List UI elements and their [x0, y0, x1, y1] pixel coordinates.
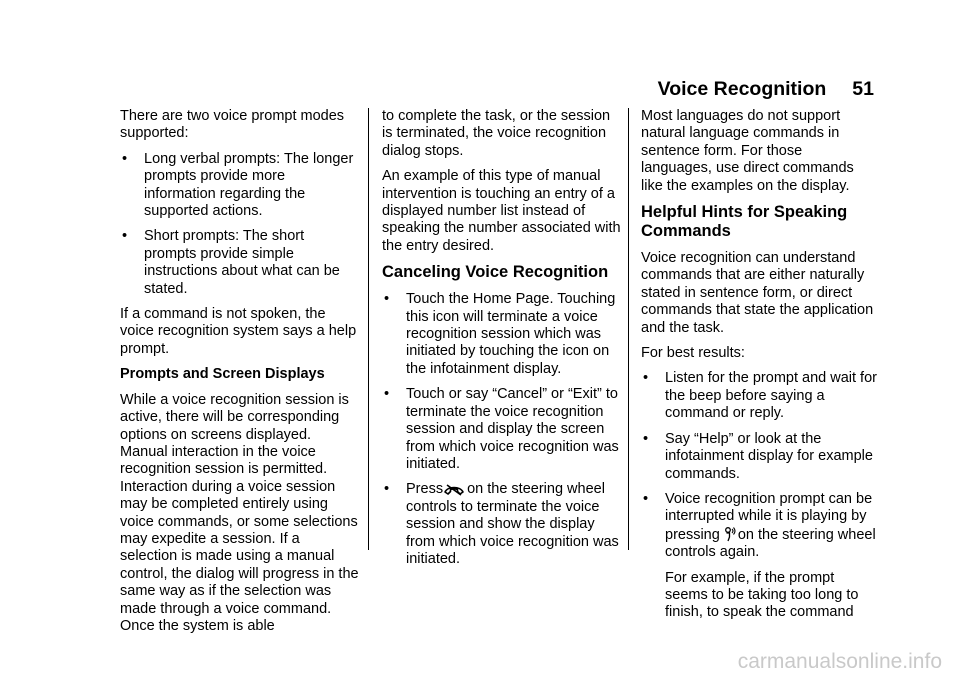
list-item: [120, 151, 360, 221]
paragraph: For example, if the prompt seems to be taking too long to finish, to speak the command: [665, 569, 859, 621]
column-divider: [368, 108, 369, 550]
bullet-marker: •: [643, 490, 649, 507]
list-item: [382, 291, 622, 378]
bullet-marker: •: [643, 370, 649, 387]
list-item-text: Touch the Home Page. Touching this icon will terminate a voice recognition session which was initiated by touching the icon on the infotainment display.: [406, 291, 616, 377]
bullet-list: [641, 370, 877, 561]
watermark: carmanualsonline.info: [737, 650, 942, 673]
list-item-text: on the steering wheel controls again.: [665, 526, 876, 561]
list-item: [382, 386, 622, 473]
column-divider: [628, 108, 629, 550]
bullet-marker: •: [384, 481, 390, 498]
list-item-text: Listen for the prompt and wait for the beep before saying a command or reply.: [665, 370, 877, 422]
push-to-talk-icon: [724, 526, 736, 542]
list-item-text: Touch or say “Cancel” or “Exit” to terminate the voice recognition session and display the screen from which voice recognition was initiated.: [406, 386, 619, 472]
paragraph: If a command is not spoken, the voice recognition system says a help prompt.: [120, 306, 357, 357]
column-1: [120, 108, 360, 643]
column-2: [382, 108, 622, 576]
list-item: [641, 370, 877, 422]
bullet-marker: •: [122, 150, 128, 167]
list-item: [120, 228, 360, 298]
end-call-icon: [443, 484, 465, 496]
paragraph: Voice recognition can understand commands that are either naturally stated in sentence form, or direct commands that state the application and the task.: [641, 250, 874, 336]
list-item: [641, 491, 877, 562]
list-item: [641, 431, 877, 483]
paragraph: to complete the task, or the session is terminated, the voice recognition dialog stops.: [382, 108, 611, 159]
bullet-marker: •: [384, 386, 390, 403]
section-heading: Canceling Voice Recognition: [382, 263, 609, 282]
list-item: [382, 481, 622, 568]
section-heading: Helpful Hints for Speaking Commands: [641, 203, 848, 241]
subheading: Prompts and Screen Displays: [120, 366, 325, 383]
list-item-text: Press: [406, 481, 444, 498]
list-item-text: Say “Help” or look at the infotainment display for example commands.: [665, 430, 873, 482]
list-item-text: Voice recognition prompt can be interrupted while it is playing by pressing: [665, 490, 873, 543]
list-item-text: Short prompts: The short prompts provide simple instructions about what can be stated.: [144, 228, 340, 297]
paragraph: There are two voice prompt modes supported:: [120, 108, 345, 142]
paragraph: While a voice recognition session is active, there will be corresponding options on screens displayed. Manual interaction in the voice recognition session is permitted. Interaction during a voice session may be completed entirely using voice commands, or some selections may expedite a session. If a selection is made using a manual control, the dialog will progress in the same way as if the selection was made through a voice command. Once the system is able: [120, 391, 359, 634]
bullet-list: [120, 151, 360, 298]
section-title: Voice Recognition: [657, 78, 827, 100]
bullet-marker: •: [384, 291, 390, 308]
column-3: [641, 108, 877, 630]
bullet-marker: •: [643, 430, 649, 447]
bullet-list: [382, 291, 622, 568]
list-item-text: on the steering wheel controls to terminate the voice session and show the display from which voice recognition was initiated.: [406, 481, 619, 567]
paragraph: An example of this type of manual intervention is touching an entry of a displayed number list instead of speaking the number associated with the entry desired.: [382, 168, 621, 254]
paragraph: For best results:: [641, 345, 745, 362]
paragraph: Most languages do not support natural language commands in sentence form. For those languages, use direct commands like the examples on the display.: [641, 108, 854, 194]
page-number: 51: [852, 78, 874, 100]
bullet-marker: •: [122, 228, 128, 245]
running-header: [658, 78, 874, 101]
list-item-text: Long verbal prompts: The longer prompts provide more information regarding the supported actions.: [144, 150, 354, 220]
